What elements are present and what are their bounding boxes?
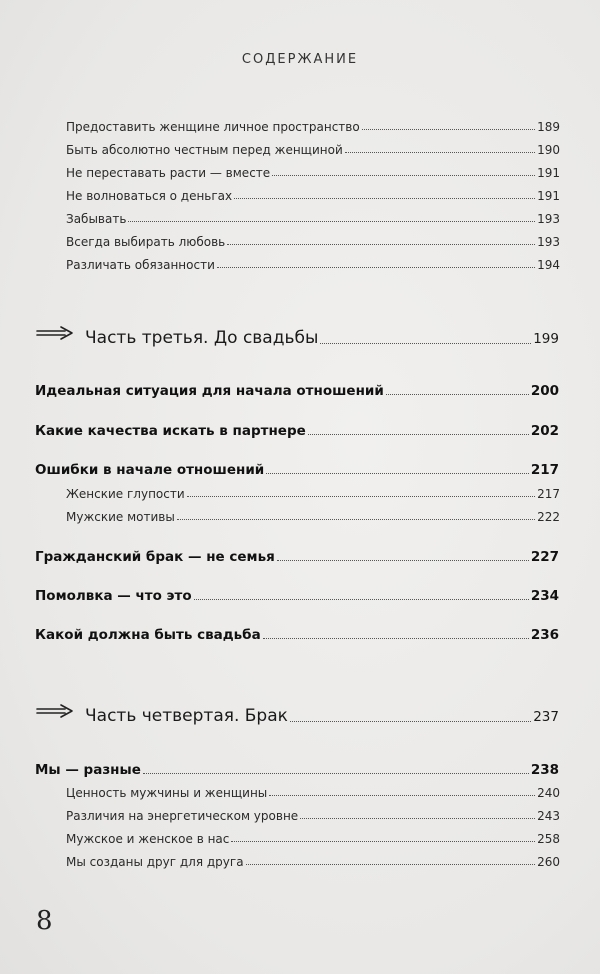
arrow-right-icon [35,325,75,341]
toc-subsection: Мужские мотивы 222 [66,510,560,524]
toc-part-heading: Часть третья. До свадьбы 199 [35,327,559,348]
toc-subsection: Всегда выбирать любовь 193 [66,235,560,249]
toc-subsection: Забывать 193 [66,212,560,226]
toc-chapter: Какой должна быть свадьба 236 [35,627,559,643]
toc-subsection: Не волноваться о деньгах 191 [66,189,560,203]
toc-part-heading: Часть четвертая. Брак 237 [35,705,559,726]
toc-subsection: Мужское и женское в нас 258 [66,832,560,846]
toc-subsection: Быть абсолютно честным перед женщиной 190 [66,143,560,157]
toc-chapter: Идеальная ситуация для начала отношений 200 [35,383,559,399]
page-header: СОДЕРЖАНИЕ [241,52,359,67]
toc-subsection: Мы созданы друг для друга 260 [66,855,560,869]
toc-subsection: Различать обязанности 194 [66,258,560,272]
toc-chapter: Ошибки в начале отношений 217 [35,462,559,478]
toc-chapter: Какие качества искать в партнере 202 [35,423,559,439]
toc-subsection: Женские глупости 217 [66,487,560,501]
toc-chapter: Гражданский брак — не семья 227 [35,549,559,565]
toc-chapter: Помолвка — что это 234 [35,588,559,604]
toc-subsection: Различия на энергетическом уровне 243 [66,809,560,823]
toc-chapter: Мы — разные 238 [35,762,559,778]
page-number: 8 [36,906,53,936]
toc-subsection: Предоставить женщине личное пространство 189 [66,120,560,134]
toc-subsection: Не переставать расти — вместе 191 [66,166,560,180]
arrow-right-icon [35,703,75,719]
toc-subsection: Ценность мужчины и женщины 240 [66,786,560,800]
